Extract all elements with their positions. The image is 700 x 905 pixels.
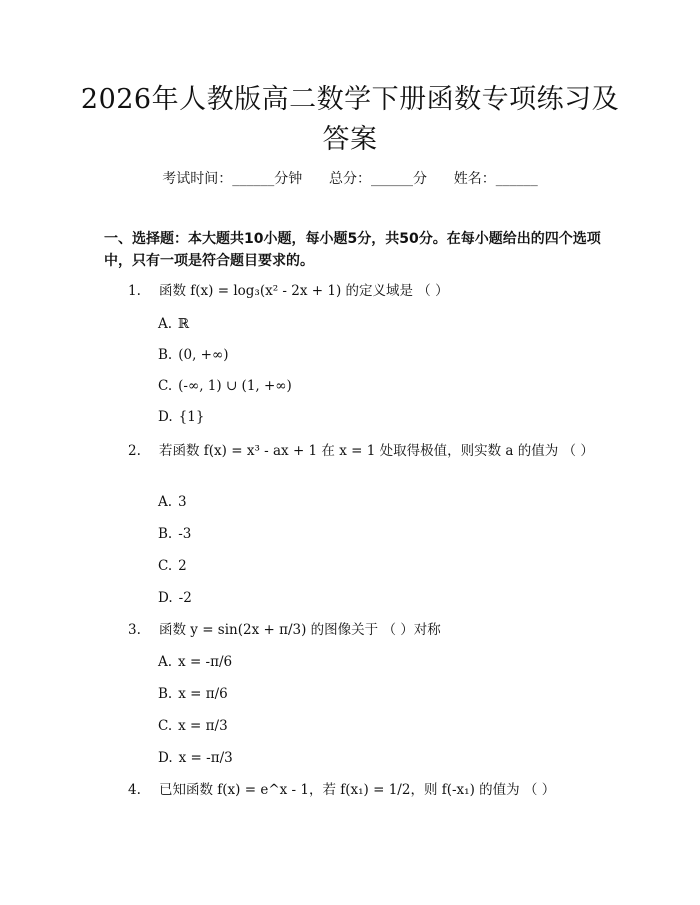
option-text: -2	[178, 590, 192, 606]
question-4	[104, 779, 594, 801]
question-2-option-d	[158, 588, 192, 608]
question-1-option-a	[158, 314, 189, 334]
question-number: 4.	[128, 782, 141, 798]
question-text: 已知函数 f(x) = e^x - 1，若 f(x₁) = 1/2，则 f(-x₁) 的值为 （ ）	[159, 782, 556, 798]
option-letter: D.	[158, 409, 173, 425]
question-1-option-d	[158, 407, 204, 427]
option-text: (-∞, 1) ∪ (1, +∞)	[178, 378, 292, 394]
question-text: 函数 y = sin(2x + π/3) 的图像关于 （ ）对称	[159, 622, 441, 638]
question-number: 2.	[128, 443, 141, 459]
option-letter: A.	[158, 494, 173, 510]
exam-time-field: 考试时间：______分钟	[162, 171, 303, 187]
question-text: 若函数 f(x) = x³ - ax + 1 在 x = 1 处取得极值，则实数 a 的值为 （ ）	[159, 443, 594, 459]
option-letter: B.	[158, 686, 173, 702]
question-number: 1.	[128, 283, 141, 299]
option-text: (0, +∞)	[178, 347, 229, 363]
question-2-option-b	[158, 524, 191, 544]
question-2-option-a	[158, 492, 187, 512]
question-number: 3.	[128, 622, 141, 638]
student-name-field: 姓名：______	[453, 171, 538, 187]
option-text: 3	[178, 494, 187, 510]
option-text: ℝ	[178, 316, 190, 332]
option-text: x = π/3	[178, 718, 228, 734]
option-letter: C.	[158, 378, 173, 394]
option-letter: A.	[158, 654, 173, 670]
page-title: 2026年人教版高二数学下册函数专项练习及答案	[80, 84, 620, 155]
option-letter: D.	[158, 590, 173, 606]
question-1	[104, 280, 594, 302]
exam-meta	[0, 168, 700, 188]
option-letter: C.	[158, 718, 173, 734]
question-3	[104, 619, 594, 641]
question-2	[104, 440, 594, 462]
question-3-option-b	[158, 684, 228, 704]
option-text: x = -π/3	[178, 750, 233, 766]
option-text: x = π/6	[178, 686, 228, 702]
option-letter: B.	[158, 347, 173, 363]
option-text: x = -π/6	[178, 654, 233, 670]
question-3-option-a	[158, 652, 232, 672]
question-2-option-c	[158, 556, 187, 576]
option-text: 2	[178, 558, 187, 574]
option-letter: D.	[158, 750, 173, 766]
total-score-field: 总分：______分	[329, 171, 427, 187]
option-text: {1}	[178, 409, 205, 425]
option-text: -3	[178, 526, 192, 542]
question-1-option-b	[158, 345, 228, 365]
option-letter: C.	[158, 558, 173, 574]
question-3-option-c	[158, 716, 228, 736]
question-text: 函数 f(x) = log₃(x² - 2x + 1) 的定义域是 （ ）	[159, 283, 449, 299]
option-letter: A.	[158, 316, 173, 332]
question-3-option-d	[158, 748, 233, 768]
question-1-option-c	[158, 376, 292, 396]
section-heading: 一、选择题：本大题共10小题，每小题5分，共50分。在每小题给出的四个选项中，只有一项是符合题目要求的。	[104, 231, 601, 269]
option-letter: B.	[158, 526, 173, 542]
